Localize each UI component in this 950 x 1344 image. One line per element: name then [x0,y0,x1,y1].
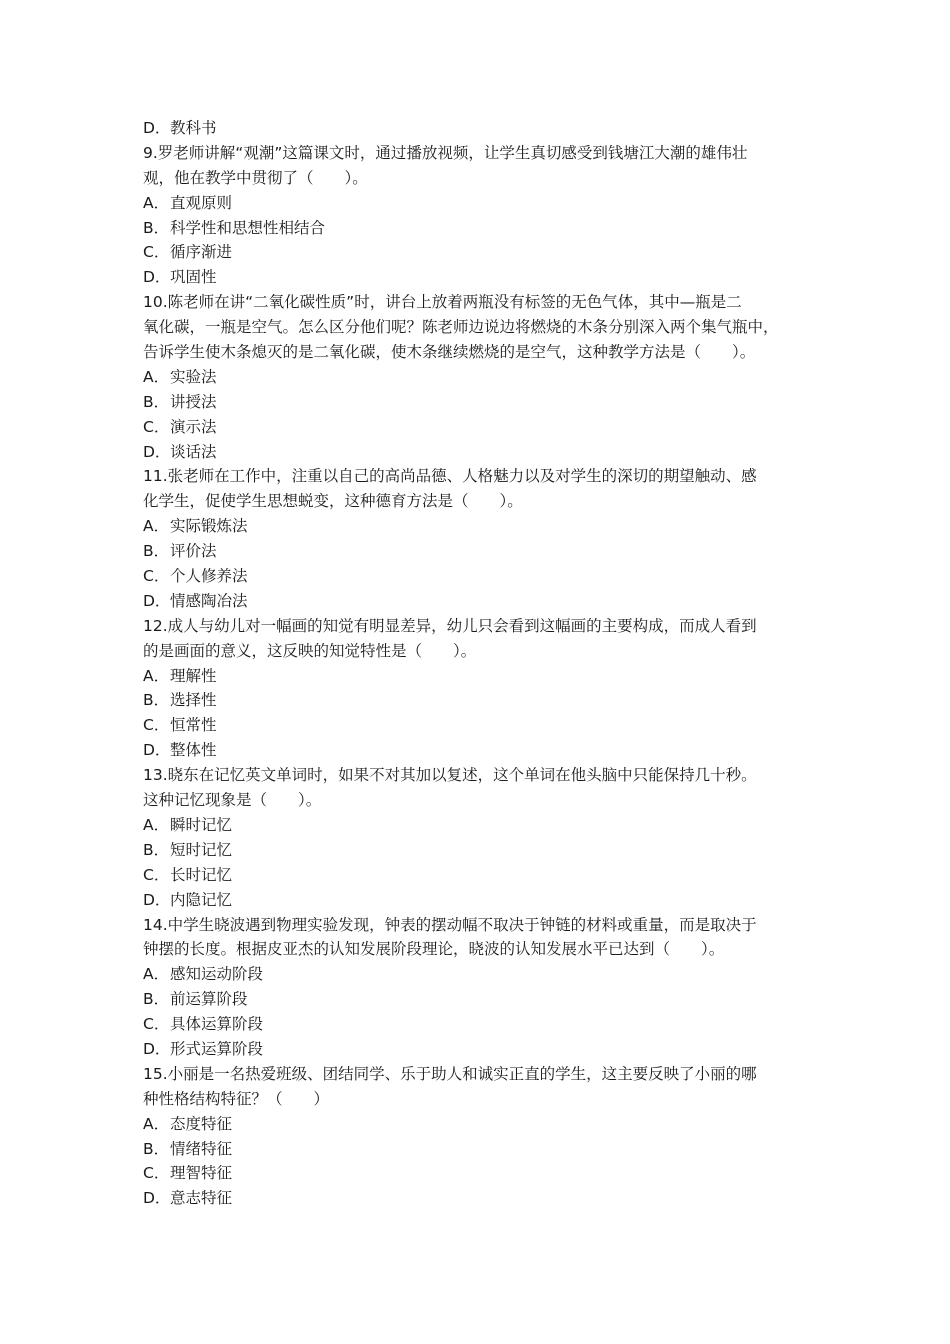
option-letter: D． [143,741,171,760]
option-text: 讲授法 [170,392,217,411]
option-text: 意志特征 [170,1189,233,1208]
question-stem-line: 12.成人与幼儿对一幅画的知觉有明显差异，幼儿只会看到这幅画的主要构成，而成人看到 [143,616,757,635]
question-block [143,763,811,912]
option-text: 态度特征 [170,1114,233,1133]
option-text: 前运算阶段 [170,990,248,1009]
option-text: 感知运动阶段 [170,965,264,984]
option-letter: A． [143,666,170,685]
option-letter: C． [143,417,170,436]
answer-option [143,589,811,614]
option-text: 长时记忆 [170,865,233,884]
answer-option [143,1137,811,1162]
option-letter: B． [143,990,170,1009]
answer-option [143,365,811,390]
question-stem-line: 氧化碳，一瓶是空气。怎么区分他们呢？陈老师边说边将燃烧的木条分别深入两个集气瓶中， [143,318,779,337]
option-letter: D． [143,1039,171,1058]
answer-option [143,962,811,987]
option-text: 科学性和思想性相结合 [170,218,326,237]
option-letter: B． [143,840,170,859]
question-stem-line: 9.罗老师讲解“观潮”这篇课文时，通过播放视频，让学生真切感受到钱塘江大潮的雄伟壮 [143,143,748,162]
option-text: 情感陶冶法 [170,591,248,610]
option-text: 内隐记忆 [170,890,233,909]
answer-option [143,688,811,713]
option-text: 实验法 [170,367,217,386]
option-letter: A． [143,367,170,386]
option-text: 个人修养法 [170,567,248,586]
question-stem-line: 13.晓东在记忆英文单词时，如果不对其加以复述，这个单词在他头脑中只能保持几十秒。 [143,766,757,785]
answer-option [143,1037,811,1062]
option-letter: C． [143,243,170,262]
option-letter: A． [143,517,170,536]
option-text: 整体性 [170,741,217,760]
question-block [143,614,811,763]
question-stem-line: 告诉学生使木条熄灭的是二氧化碳，使木条继续燃烧的是空气，这种教学方法是（ ）。 [143,343,756,362]
question-stem-line: 14.中学生晓波遇到物理实验发现，钟表的摆动幅不取决于钟链的材料或重量，而是取决于 [143,915,757,934]
question-stem-line: 这种记忆现象是（ ）。 [143,791,322,810]
option-letter: B． [143,392,170,411]
answer-option [143,664,811,689]
option-letter: A． [143,815,170,834]
question-block [143,1062,811,1211]
answer-option [143,539,811,564]
option-letter: A． [143,193,170,212]
question-stem-line: 钟摆的长度。根据皮亚杰的认知发展阶段理论，晓波的认知发展水平已达到（ ）。 [143,940,725,959]
question-list [143,116,811,1211]
question-stem-line: 10.陈老师在讲“二氧化碳性质”时，讲台上放着两瓶没有标签的无色气体，其中—瓶是二 [143,293,742,312]
option-letter: C． [143,716,170,735]
question-block [143,913,811,1062]
option-letter: D． [143,890,171,909]
option-text: 恒常性 [170,716,217,735]
answer-option [143,216,811,241]
question-stem-line: 种性格结构特征？（ ） [143,1089,330,1108]
option-letter: D． [143,1189,171,1208]
answer-option [143,713,811,738]
option-text: 直观原则 [170,193,233,212]
answer-option [143,390,811,415]
option-letter: B． [143,691,170,710]
question-block [143,141,811,290]
answer-option [143,863,811,888]
option-text: 巩固性 [170,268,217,287]
answer-option [143,440,811,465]
option-text: 选择性 [170,691,217,710]
option-text: 理解性 [170,666,217,685]
option-text: 评价法 [170,542,217,561]
option-text: 具体运算阶段 [170,1015,264,1034]
question-stem-line: 15.小丽是一名热爱班级、团结同学、乐于助人和诚实正直的学生，这主要反映了小丽的哪 [143,1064,757,1083]
option-text: 理智特征 [170,1164,233,1183]
option-text: 实际锻炼法 [170,517,248,536]
option-letter: B． [143,1139,170,1158]
option-letter: B． [143,218,170,237]
answer-option [143,1161,811,1186]
answer-option [143,738,811,763]
answer-option [143,1112,811,1137]
option-letter: A． [143,1114,170,1133]
answer-option [143,888,811,913]
option-letter: D． [143,119,171,137]
answer-option [143,514,811,539]
answer-option [143,813,811,838]
option-letter: C． [143,865,170,884]
answer-option [143,838,811,863]
lead-option [143,116,811,141]
answer-option [143,415,811,440]
option-text: 情绪特征 [170,1139,233,1158]
option-text: 循序渐进 [170,243,233,262]
option-letter: C． [143,567,170,586]
question-stem-line: 的是画面的意义，这反映的知觉特性是（ ）。 [143,641,477,660]
question-stem-line: 化学生，促使学生思想蜕变，这种德育方法是（ ）。 [143,492,523,511]
option-letter: D． [143,442,171,461]
question-block [143,290,811,464]
answer-option [143,987,811,1012]
answer-option [143,265,811,290]
answer-option [143,564,811,589]
option-text: 短时记忆 [170,840,233,859]
option-text: 形式运算阶段 [170,1039,264,1058]
answer-option [143,1186,811,1211]
question-stem-line: 11.张老师在工作中，注重以自己的高尚品德、人格魅力以及对学生的深切的期望触动、感 [143,467,757,486]
question-block [143,464,811,613]
option-letter: D． [143,591,171,610]
option-letter: D． [143,268,171,287]
option-letter: C． [143,1164,170,1183]
option-letter: B． [143,542,170,561]
option-text: 谈话法 [170,442,217,461]
option-text: 教科书 [170,119,217,137]
answer-option [143,1012,811,1037]
option-text: 演示法 [170,417,217,436]
answer-option [143,240,811,265]
question-stem-line: 观，他在教学中贯彻了（ ）。 [143,168,368,187]
answer-option [143,191,811,216]
option-letter: C． [143,1015,170,1034]
option-letter: A． [143,965,170,984]
option-text: 瞬时记忆 [170,815,233,834]
